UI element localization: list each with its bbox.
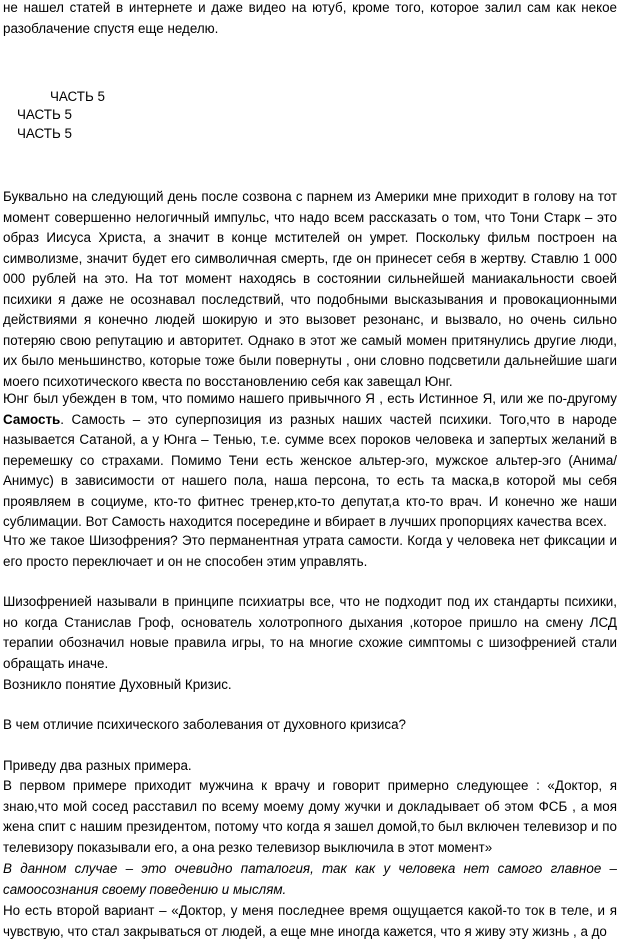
paragraph-9: Но есть второй вариант – «Доктор, у меня последнее время ощущается какой-то ток в теле, и я чувствую, что стал закрываться от людей, а еще мне иногда кажется, что я живу эту жизнь , а до [3, 903, 617, 939]
paragraph-5: Возникло понятие Духовный Кризис. [3, 677, 232, 692]
paragraph-6: В чем отличие психического заболевания от духовного кризиса? [3, 717, 406, 732]
paragraph-3: Что же такое Шизофрения? Это перманентная утрата самости. Когда у человека нет фиксации и его просто переключает и он не способен этим управлять. [3, 533, 617, 569]
paragraph-7-intro: Приведу два разных примера. [3, 758, 192, 773]
paragraph-7: В первом примере приходит мужчина к врачу и говорит примерно следующее : «Доктор, я знаю,что мой сосед расставил по всему моему дому жучки и докладывает об этом ФСБ , а моя жена спит с нашим президентом, потому что когда я зашел домой,то был включен телевизор и по телевизору показывали его, а она резко телевизор выключила в этот момент» [3, 778, 617, 855]
paragraph-4: Шизофренией называли в принципе психиатры все, что не подходит под их стандарты психики, но когда Станислав Гроф, основатель холотропного дыхания ,которое пришло на смену ЛСД терапии обозначил новые правила игры, то на многие схожие симптомы с шизофренией стали обращать иначе. [3, 594, 617, 671]
paragraph-1: Буквально на следующий день после созвона с парнем из Америки мне приходит в голову на тот момент совершенно нелогичный импульс, что надо всем рассказать о том, что Тони Старк – это образ Иисуса Христа, а значит в конце мстителей он умрет. Поскольку фильм построен на символизме, значит будет его символичная смерть, где он принесет себя в жертву. Ставлю 1 000 000 рублей на это. На тот момент находясь в состоянии сильнейшей маниакальности своей психики я даже не осознавал последствий, что подобными высказывания и провокационными действиями я конечно людей шокирую и это вызовет резонанс, и вызвало, но очень сильно потеряю свою репутацию и авторитет. Однако в этот же самый момен притянулись другие люди, их было меньшинство, которые тоже были повернуты , они словно подсветили дальнейшие шаги моего психотического квеста по восстановлению себя как завещал Юнг. [3, 189, 617, 389]
paragraph-8: В данном случае – это очевидно паталогия, так как у человека нет самого главное – самоосознания своему поведению и мыслям. [3, 861, 617, 897]
chapter-heading: ЧАСТЬ 5 [50, 89, 105, 104]
chapter-heading: ЧАСТЬ 5 [17, 107, 72, 122]
intro-paragraph: не нашел статей в интернете и даже видео на ютуб, кроме того, которое залил сам как некое разоблачение спустя еще неделю. [3, 0, 617, 36]
paragraph-2-rest: . Самость – это суперпозиция из разных наших частей психики. Того,что в народе называется Сатаной, а у Юнга – Тенью, т.е. сумме всех пороков человека и запертых желаний в перемешку со страхами. Помимо Тени есть женское альтер-эго, мужское альтер-эго (Анима/Анимус) в зависимости от нашего пола, наша персона, то есть та маска,в которой мы себя проявляем в социуме, кто-то фитнес тренер,кто-то депутат,а кто-то врач. И конечно же наши сублимации. Вот Самость находится посередине и вбирает в лучших пропорциях качества всех. [3, 411, 617, 529]
self-term: Самость [3, 411, 61, 427]
paragraph-2-start: Юнг был убежден в том, что помимо нашего привычного Я , есть Истинное Я, или же по-другому [3, 391, 617, 406]
chapter-heading: ЧАСТЬ 5 [17, 126, 72, 141]
paragraph-2 [3, 389, 617, 533]
